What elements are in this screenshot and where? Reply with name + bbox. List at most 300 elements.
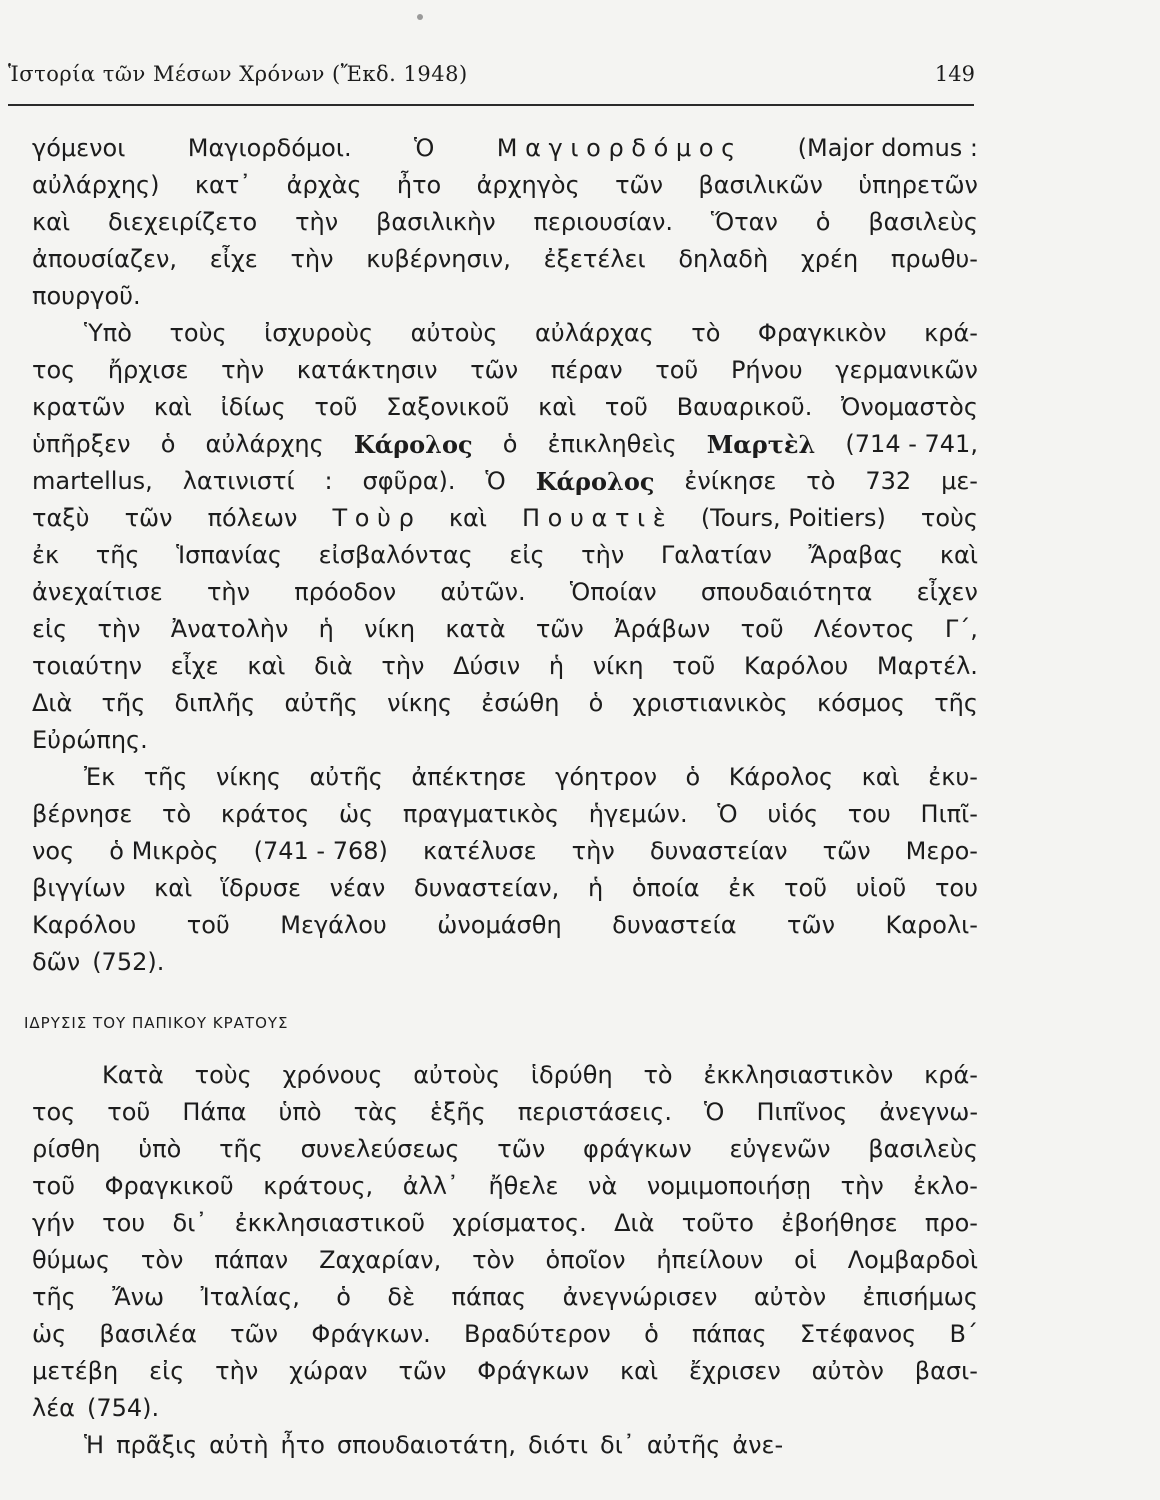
word: κρά- [924,319,978,347]
word: συνελεύσεως [300,1135,460,1163]
word: ἡγεμών. [588,800,688,828]
word: καὶ [154,874,193,902]
word: τὴν [97,615,141,643]
word: δυναστεία [612,911,737,939]
word: Ὁ [485,467,506,495]
word: (Tours, Poitiers) [700,504,886,532]
word: τῶν [535,615,584,643]
word: ὑπηρετῶν [858,171,978,199]
word: περιουσίαν. [533,208,674,236]
word: ὁ [644,1320,659,1348]
text-line [32,1168,978,1205]
word: διότι [527,1431,589,1459]
text-line [32,315,978,352]
word: καὶ [939,541,978,569]
word: ἀνε- [732,1431,784,1459]
word: τὴν [381,652,425,680]
speck-mark [417,14,423,20]
word: ἤρχισε [107,356,189,384]
word: χρίσματος. [452,1209,587,1237]
word: τῶν [470,356,519,384]
paragraph-4 [32,1057,978,1427]
word: τοῦ [186,911,230,939]
section-heading: ΙΔΡΥΣΙΣ ΤΟΥ ΠΑΠΙΚΟΥ ΚΡΑΤΟΥΣ [24,1014,289,1032]
word: νος [32,837,75,865]
word: τὴν [295,208,339,236]
word: ἰδίως [220,393,286,421]
word: οἱ [794,1246,817,1274]
text-line [32,722,978,759]
word: εἰσβαλόντας [318,541,473,569]
word: αὐτῶν. [440,578,526,606]
word: γήν [32,1209,75,1237]
word: Ὅταν [710,208,778,236]
word: του [847,800,891,828]
word: δηλαδὴ [678,245,769,273]
word: τῶν [497,1135,546,1163]
word: εἰς [509,541,545,569]
word: κατέλυσε [422,837,537,865]
word: νὰ [588,1172,618,1200]
word: ὡς [32,1320,67,1348]
word: ἐκ [728,874,756,902]
word: ὁ [588,689,604,717]
word: ἦτο [280,1431,325,1459]
word: Φράγκων. [311,1320,431,1348]
word: δῶν [32,948,81,976]
word: ἀνεγνώρισεν [562,1283,718,1311]
text-line [32,389,978,426]
word: Τ ο ὺ ρ [332,504,414,532]
word: : [324,467,333,495]
word: Ρήνου [730,356,803,384]
word: Μαρτὲλ [706,430,816,459]
word: Ἡ [84,1431,105,1459]
text-line [32,167,978,204]
text-line [32,1390,978,1427]
word: καὶ [247,652,286,680]
running-title: Ἱστορία τῶν Μέσων Χρόνων (Ἔκδ. 1948) [8,62,468,86]
word: βιγγίων [32,874,126,902]
word: Διὰ [32,689,73,717]
word: θύμως [32,1246,111,1274]
word: ὁποία [631,874,700,902]
word: Ζαχαρίαν, [319,1246,442,1274]
word: Ὑπὸ [84,319,132,347]
word: ἡ [318,615,334,643]
word: martellus, [32,467,153,495]
word: ἐσώθη [481,689,560,717]
word: καὶ [153,393,192,421]
word: νίκης [215,763,281,791]
word: περιστάσεις. [517,1098,672,1126]
word: γερμανικῶν [835,356,978,384]
word: ἀπουσίαζεν, [32,245,178,273]
page-number: 149 [934,62,975,86]
word: Βαυαρικοῦ. [676,393,813,421]
text-line [32,1242,978,1279]
word: καὶ [861,763,900,791]
word: Πιπῖνος [756,1098,848,1126]
word: τῆς [934,689,978,717]
body-text [24,130,978,1464]
word: τοῦ [655,356,699,384]
word: τῶν [398,1357,447,1385]
word: Ἀνατολὴν [170,615,289,643]
word: τῶν [787,911,835,939]
word: καὶ [448,504,487,532]
word: τῆς [219,1135,263,1163]
word: τῆς [101,689,146,717]
word: δυναστείαν, [413,874,560,902]
word: τῶν [615,171,664,199]
word: ἦτο [396,171,442,199]
word: εἶχε [209,245,258,273]
word: Γαλατίαν [660,541,772,569]
word: κρά- [924,1061,978,1089]
word: αὐλάρχας [534,319,654,347]
word: του [934,874,978,902]
word: δι᾽ [600,1431,635,1459]
word: αὐτῆς [646,1431,721,1459]
text-line [32,130,978,167]
word: του [102,1209,146,1237]
word: δυναστείαν [649,837,788,865]
word: καὶ [32,208,71,236]
word: τὰς [353,1098,398,1126]
word: πέραν [550,356,623,384]
word: τὴν [290,245,334,273]
word: τοῦτο [681,1209,754,1237]
word: ἐπικληθεὶς [547,430,677,458]
word: αὐτὴ [209,1431,269,1459]
word: Μαρτέλ. [876,652,978,680]
paragraph-5 [32,1427,978,1464]
word: τὴν [571,837,615,865]
word: 732 [865,467,912,495]
word: Φραγκικοῦ [104,1172,234,1200]
word: πόλεων [207,504,298,532]
word: Ἄραβας [808,541,904,569]
text-line [32,944,978,981]
word: κράτος [220,800,310,828]
word: Κάρολος [353,430,473,459]
word: πάπαν [214,1246,289,1274]
word: τὸν [140,1246,184,1274]
text-line [32,1279,978,1316]
word: βασιλικὴν [376,208,496,236]
word: ἐκ [32,541,60,569]
word: τὸ [691,319,721,347]
word: κόσμος [816,689,906,717]
word: πάπας [451,1283,527,1311]
word: ὁ [815,208,831,236]
paragraph-3 [32,759,978,981]
word: υἱοῦ [855,874,907,902]
word: ὁ [502,430,518,458]
text-line [32,278,978,315]
word: τὴν [215,1357,259,1385]
word: Στέφανος [799,1320,917,1348]
word: σφῦρα). [362,467,456,495]
word: ἐνίκησε [684,467,777,495]
text-line [32,1094,978,1131]
word: χρέη [800,245,859,273]
word: καὶ [619,1357,659,1385]
word: γόμενοι [32,134,126,162]
word: ἑξῆς [430,1098,486,1126]
word: φράγκων [583,1135,692,1163]
word: χριστιανικὸς [632,689,788,717]
word: ἐξετέλει [543,245,646,273]
word: Ὁποίαν [569,578,657,606]
word: Φράγκων [477,1357,590,1385]
word: σπουδαιότητα [700,578,873,606]
text-line [32,685,978,722]
word: ἐβοήθησε [781,1209,898,1237]
word: αὐλάρχης) [32,171,160,199]
text-line [32,204,978,241]
word: τοὺς [169,319,227,347]
word: βασιλεὺς [868,208,978,236]
word: Φραγκικὸν [757,319,887,347]
word: καὶ [538,393,577,421]
word: Ὀνομαστὸς [841,393,978,421]
word: πουργοῦ. [32,282,141,310]
text-line [32,537,978,574]
word: τοῦ [672,652,716,680]
word: τῆς [32,1283,76,1311]
word: εὐγενῶν [729,1135,831,1163]
word: τὴν [840,1172,884,1200]
word: νομιμοποιήσῃ [646,1172,812,1200]
text-line [32,1427,978,1464]
word: ὁ [685,763,701,791]
word: ὡς [338,800,374,828]
text-line [32,352,978,389]
word: ἠπείλουν [656,1246,764,1274]
word: τῆς [95,541,140,569]
word: (754). [87,1394,160,1422]
word: τὴν [221,356,265,384]
word: αὐτῆς [284,689,358,717]
running-header [0,62,1160,96]
text-line [32,759,978,796]
word: πρᾶξις [116,1431,198,1459]
word: βασι- [914,1357,978,1385]
word: Ὁ [717,800,738,828]
word: ἀπέκτησε [411,763,527,791]
word: ἡ [587,874,604,902]
word: τῶν [822,837,871,865]
word: Μερο- [905,837,978,865]
word: Ὁ [414,134,435,162]
word: Διὰ [614,1209,655,1237]
word: ἐκλο- [913,1172,978,1200]
word: (Major domus : [797,134,978,162]
word: Ἀράβων [614,615,711,643]
word: Πιπῖ- [920,800,978,828]
text-line [32,796,978,833]
word: τοιαύτην [32,652,143,680]
word: ἐκυ- [928,763,978,791]
word: Μεγάλου [280,911,387,939]
word: ὑπὸ [138,1135,182,1163]
word: νέαν [329,874,386,902]
word: κράτους, [263,1172,374,1200]
word: Μαγιορδόμοι. [187,134,352,162]
word: Καρόλου [32,911,137,939]
word: Λομβαρδοὶ [847,1246,978,1274]
word: Πάπα [182,1098,247,1126]
word: Π ο υ α τ ι ὲ [522,504,666,532]
word: Ὁ [704,1098,725,1126]
word: δὲ [387,1283,416,1311]
word: ὁ [160,430,176,458]
word: κυβέρνησιν, [366,245,511,273]
word: Ἰταλίας, [200,1283,300,1311]
word: τῶν [124,504,173,532]
word: ρίσθη [32,1135,101,1163]
word: προ- [924,1209,978,1237]
word: τὸ [643,1061,673,1089]
word: τὸ [806,467,836,495]
word: Μ α γ ι ο ρ δ ό μ ο ς [496,134,736,162]
word: τος [32,356,76,384]
word: βασιλέα [99,1320,197,1348]
word: ἀνεγνω- [879,1098,978,1126]
word: Καρόλου [744,652,849,680]
word: νίκη [592,652,644,680]
text-line [32,1205,978,1242]
word: ἰσχυροὺς [264,319,374,347]
word: βασιλικῶν [698,171,823,199]
word: ἱδρύθη [530,1061,613,1089]
word: γόητρον [555,763,657,791]
word: αὐτοὺς [413,1061,501,1089]
text-line [32,870,978,907]
word: νίκης [387,689,453,717]
word: τὴν [206,578,251,606]
word: Δύσιν [453,652,521,680]
word: διπλῆς [174,689,256,717]
word: χρόνους [282,1061,383,1089]
word: εἶχεν [916,578,978,606]
word: αὐτοὺς [410,319,498,347]
word: εἰς [32,615,68,643]
word: ὠνομάσθη [437,911,562,939]
word: μετέβη [32,1357,119,1385]
word: αὐλάρχης [205,430,324,458]
word: (714 - 741, [845,430,978,458]
word: κρατῶν [32,393,126,421]
text-line [32,1316,978,1353]
word: (741 - 768) [253,837,388,865]
word: Βραδύτερον [463,1320,611,1348]
word: κατάκτησιν [296,356,438,384]
word: αὐτὸν [753,1283,827,1311]
word: τοῦ [740,615,784,643]
word: λέα [32,1394,75,1422]
word: ὑπῆρξεν [32,430,131,458]
text-line [32,1057,978,1094]
word: ὑπὸ [278,1098,322,1126]
word: τὸ [162,800,192,828]
word: Ἄνω [112,1283,165,1311]
word: ἀρχὰς [286,171,362,199]
word: ἵδρυσε [220,874,301,902]
word: σπουδαιοτάτη, [336,1431,516,1459]
text-line [32,907,978,944]
word: βέρνησε [32,800,133,828]
word: ἐπισήμως [862,1283,978,1311]
word: με- [941,467,978,495]
word: τοὺς [920,504,978,532]
word: εἰς [149,1357,185,1385]
text-line [32,463,978,500]
word: νίκη [364,615,416,643]
text-line [32,1131,978,1168]
word: διὰ [314,652,353,680]
word: ἀρχηγὸς [476,171,580,199]
word: διεχειρίζετο [107,208,258,236]
word: Κατὰ [102,1061,164,1089]
paragraph-1 [32,130,978,315]
word: βασιλεὺς [868,1135,978,1163]
word: ἀλλ᾽ [402,1172,459,1200]
word: ἡ [548,652,565,680]
text-line [32,648,978,685]
text-line [32,833,978,870]
text-line [32,611,978,648]
text-line [32,426,978,463]
word: Καρολι- [885,911,978,939]
word: τῆς [143,763,188,791]
word: τῶν [230,1320,279,1348]
word: τὸν [472,1246,515,1274]
word: τοὺς [194,1061,252,1089]
text-line [32,574,978,611]
word: πρωθυ- [890,245,978,273]
word: ἐκκλησιαστικοῦ [234,1209,426,1237]
word: τοῦ [107,1098,151,1126]
word: πραγματικὸς [402,800,560,828]
word: ἐκκλησιαστικὸν [703,1061,894,1089]
word: Ἱσπανίας [176,541,283,569]
word: Γ΄, [944,615,978,643]
word: (752). [92,948,165,976]
text-line [32,1353,978,1390]
word: πάπας [691,1320,767,1348]
word: τοῦ [314,393,358,421]
word: δι᾽ [172,1209,208,1237]
word: αὐτῆς [309,763,383,791]
word: Ἐκ [84,763,116,791]
word: ταξὺ [32,504,90,532]
word: λατινιστί [182,467,295,495]
word: εἶχε [170,652,219,680]
word: Κάρολος [728,763,834,791]
word: χώραν [289,1357,368,1385]
word: κατὰ [445,615,506,643]
word: αὐτὸν [811,1357,884,1385]
word: τὴν [581,541,625,569]
text-line [32,241,978,278]
word: τος [32,1098,76,1126]
word: Λέοντος [813,615,915,643]
word: ἤθελε [488,1172,559,1200]
paragraph-2 [32,315,978,759]
